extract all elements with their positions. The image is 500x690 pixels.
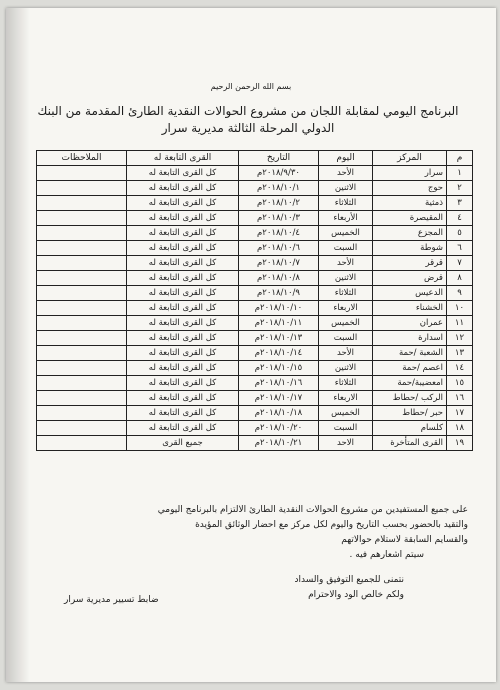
table-row <box>37 421 473 436</box>
cell-center: اسدارة <box>373 331 447 346</box>
cell-center: المقيصرة <box>373 211 447 226</box>
notice-line-3: والقسايم السابقة لاستلام حوالاتهم <box>341 535 468 545</box>
cell-date: ٢٠١٨/١٠/١٥م <box>239 361 319 376</box>
cell-center: اعصم /حمة <box>373 361 447 376</box>
cell-num: ١٠ <box>447 301 473 316</box>
cell-day: الخميس <box>319 406 373 421</box>
table-row <box>37 406 473 421</box>
cell-center: المجزع <box>373 226 447 241</box>
table-row <box>37 301 473 316</box>
table-row <box>37 391 473 406</box>
cell-date: ٢٠١٨/١٠/١٦م <box>239 376 319 391</box>
cell-notes <box>37 256 127 271</box>
notice-text <box>48 503 468 563</box>
cell-villages: كل القرى التابعة له <box>127 331 239 346</box>
cell-notes <box>37 181 127 196</box>
cell-date: ٢٠١٨/١٠/٨م <box>239 271 319 286</box>
cell-day: الأحد <box>319 346 373 361</box>
cell-notes <box>37 271 127 286</box>
cell-num: ١٤ <box>447 361 473 376</box>
cell-center: القرى المتأخرة <box>373 436 447 451</box>
cell-notes <box>37 286 127 301</box>
cell-num: ٤ <box>447 211 473 226</box>
cell-day: الخميس <box>319 316 373 331</box>
cell-day: الاحد <box>319 436 373 451</box>
cell-num: ٧ <box>447 256 473 271</box>
cell-center: كلسام <box>373 421 447 436</box>
notice-line-2: والتقيد بالحضور بحسب التاريخ واليوم لكل مركز مع احضار الوثائق المؤيدة <box>195 520 468 530</box>
cell-date: ٢٠١٨/٩/٣٠م <box>239 166 319 181</box>
table-header-row <box>37 151 473 166</box>
cell-day: الاثنين <box>319 271 373 286</box>
cell-num: ٨ <box>447 271 473 286</box>
cell-date: ٢٠١٨/١٠/١٠م <box>239 301 319 316</box>
cell-num: ٥ <box>447 226 473 241</box>
cell-date: ٢٠١٨/١٠/٦م <box>239 241 319 256</box>
table-row <box>37 226 473 241</box>
cell-day: الاثنين <box>319 181 373 196</box>
cell-num: ٢ <box>447 181 473 196</box>
cell-notes <box>37 301 127 316</box>
cell-villages: كل القرى التابعة له <box>127 256 239 271</box>
cell-center: الدعيس <box>373 286 447 301</box>
cell-day: الثلاثاء <box>319 286 373 301</box>
notice-line-1: على جميع المستفيدين من مشروع الحوالات النقدية الطارئ الالتزام بالبرنامج اليومي <box>157 505 468 515</box>
header-villages: القرى التابعة له <box>127 151 239 166</box>
cell-center: امعضيبة/حمة <box>373 376 447 391</box>
cell-num: ٦ <box>447 241 473 256</box>
cell-center: قرض <box>373 271 447 286</box>
cell-notes <box>37 391 127 406</box>
cell-num: ١٧ <box>447 406 473 421</box>
title-line-2: الدولي المرحلة الثالثة مديرية سرار <box>161 121 335 135</box>
title-line-1: البرنامج اليومي لمقابلة اللجان من مشروع الحوالات النقدية الطارئ المقدمة من البنك <box>37 104 459 118</box>
cell-day: الأحد <box>319 166 373 181</box>
cell-villages: كل القرى التابعة له <box>127 271 239 286</box>
cell-num: ١٢ <box>447 331 473 346</box>
table-row <box>37 316 473 331</box>
basmala: بسم الله الرحمن الرحيم <box>210 82 292 91</box>
cell-notes <box>37 361 127 376</box>
cell-num: ١٣ <box>447 346 473 361</box>
cell-villages: كل القرى التابعة له <box>127 391 239 406</box>
document-title <box>28 103 468 137</box>
cell-villages: كل القرى التابعة له <box>127 166 239 181</box>
cell-date: ٢٠١٨/١٠/٢٠م <box>239 421 319 436</box>
cell-num: ٩ <box>447 286 473 301</box>
cell-num: ٣ <box>447 196 473 211</box>
cell-villages: كل القرى التابعة له <box>127 211 239 226</box>
cell-date: ٢٠١٨/١٠/٧م <box>239 256 319 271</box>
cell-num: ١١ <box>447 316 473 331</box>
cell-villages: كل القرى التابعة له <box>127 316 239 331</box>
cell-notes <box>37 211 127 226</box>
cell-villages: كل القرى التابعة له <box>127 241 239 256</box>
cell-date: ٢٠١٨/١٠/١م <box>239 181 319 196</box>
table-row <box>37 376 473 391</box>
cell-num: ١٩ <box>447 436 473 451</box>
cell-date: ٢٠١٨/١٠/٢م <box>239 196 319 211</box>
cell-notes <box>37 406 127 421</box>
cell-villages: جميع القرى <box>127 436 239 451</box>
cell-villages: كل القرى التابعة له <box>127 196 239 211</box>
cell-date: ٢٠١٨/١٠/١٤م <box>239 346 319 361</box>
cell-num: ١٦ <box>447 391 473 406</box>
cell-notes <box>37 241 127 256</box>
cell-center: حبر /حطاط <box>373 406 447 421</box>
table-row <box>37 256 473 271</box>
header-center: المركز <box>373 151 447 166</box>
cell-notes <box>37 226 127 241</box>
cell-day: السبت <box>319 331 373 346</box>
cell-center: عمران <box>373 316 447 331</box>
table-row <box>37 196 473 211</box>
cell-villages: كل القرى التابعة له <box>127 226 239 241</box>
cell-notes <box>37 331 127 346</box>
cell-notes <box>37 421 127 436</box>
table-row <box>37 331 473 346</box>
cell-center: الشعبة /حمة <box>373 346 447 361</box>
cell-notes <box>37 196 127 211</box>
cell-center: شوطة <box>373 241 447 256</box>
schedule-table <box>36 150 473 451</box>
closing-line-2: ولكم خالص الود والاحترام <box>308 590 404 600</box>
cell-date: ٢٠١٨/١٠/١١م <box>239 316 319 331</box>
cell-date: ٢٠١٨/١٠/٩م <box>239 286 319 301</box>
table-row <box>37 346 473 361</box>
header-date: التاريخ <box>239 151 319 166</box>
cell-date: ٢٠١٨/١٠/١٣م <box>239 331 319 346</box>
cell-villages: كل القرى التابعة له <box>127 181 239 196</box>
cell-notes <box>37 316 127 331</box>
page-edge-shadow <box>6 8 30 682</box>
cell-day: الأحد <box>319 256 373 271</box>
notice-line-4: سيتم اشعارهم فيه . <box>349 550 424 560</box>
table-row <box>37 166 473 181</box>
cell-day: الأربعاء <box>319 211 373 226</box>
document-page <box>6 8 496 682</box>
table-row <box>37 181 473 196</box>
cell-date: ٢٠١٨/١٠/١٨م <box>239 406 319 421</box>
signature-title: ضابط تسيير مديرية سرار <box>64 595 159 605</box>
cell-center: الخشناء <box>373 301 447 316</box>
cell-villages: كل القرى التابعة له <box>127 361 239 376</box>
cell-day: الخميس <box>319 226 373 241</box>
cell-center: الركب /حطاط <box>373 391 447 406</box>
table-row <box>37 241 473 256</box>
cell-day: الثلاثاء <box>319 196 373 211</box>
table-row <box>37 211 473 226</box>
cell-notes <box>37 346 127 361</box>
cell-center: سرار <box>373 166 447 181</box>
cell-date: ٢٠١٨/١٠/٢١م <box>239 436 319 451</box>
cell-day: الاربعاء <box>319 391 373 406</box>
cell-villages: كل القرى التابعة له <box>127 286 239 301</box>
cell-center: قرقر <box>373 256 447 271</box>
table-row <box>37 271 473 286</box>
cell-center: ذمثية <box>373 196 447 211</box>
cell-center: حوج <box>373 181 447 196</box>
cell-day: الاثنين <box>319 361 373 376</box>
cell-num: ١٨ <box>447 421 473 436</box>
table-row <box>37 361 473 376</box>
cell-date: ٢٠١٨/١٠/٣م <box>239 211 319 226</box>
cell-day: السبت <box>319 421 373 436</box>
closing-line-1: نتمنى للجميع التوفيق والسداد <box>294 575 404 585</box>
table-row <box>37 286 473 301</box>
cell-day: الثلاثاء <box>319 376 373 391</box>
cell-day: الاربعاء <box>319 301 373 316</box>
cell-notes <box>37 376 127 391</box>
cell-villages: كل القرى التابعة له <box>127 346 239 361</box>
header-num: م <box>447 151 473 166</box>
cell-num: ١ <box>447 166 473 181</box>
table-row <box>37 436 473 451</box>
cell-day: السبت <box>319 241 373 256</box>
cell-date: ٢٠١٨/١٠/١٧م <box>239 391 319 406</box>
header-notes: الملاحظات <box>37 151 127 166</box>
cell-num: ١٥ <box>447 376 473 391</box>
cell-notes <box>37 436 127 451</box>
cell-villages: كل القرى التابعة له <box>127 421 239 436</box>
cell-villages: كل القرى التابعة له <box>127 301 239 316</box>
cell-villages: كل القرى التابعة له <box>127 406 239 421</box>
cell-villages: كل القرى التابعة له <box>127 376 239 391</box>
cell-date: ٢٠١٨/١٠/٤م <box>239 226 319 241</box>
header-day: اليوم <box>319 151 373 166</box>
cell-notes <box>37 166 127 181</box>
